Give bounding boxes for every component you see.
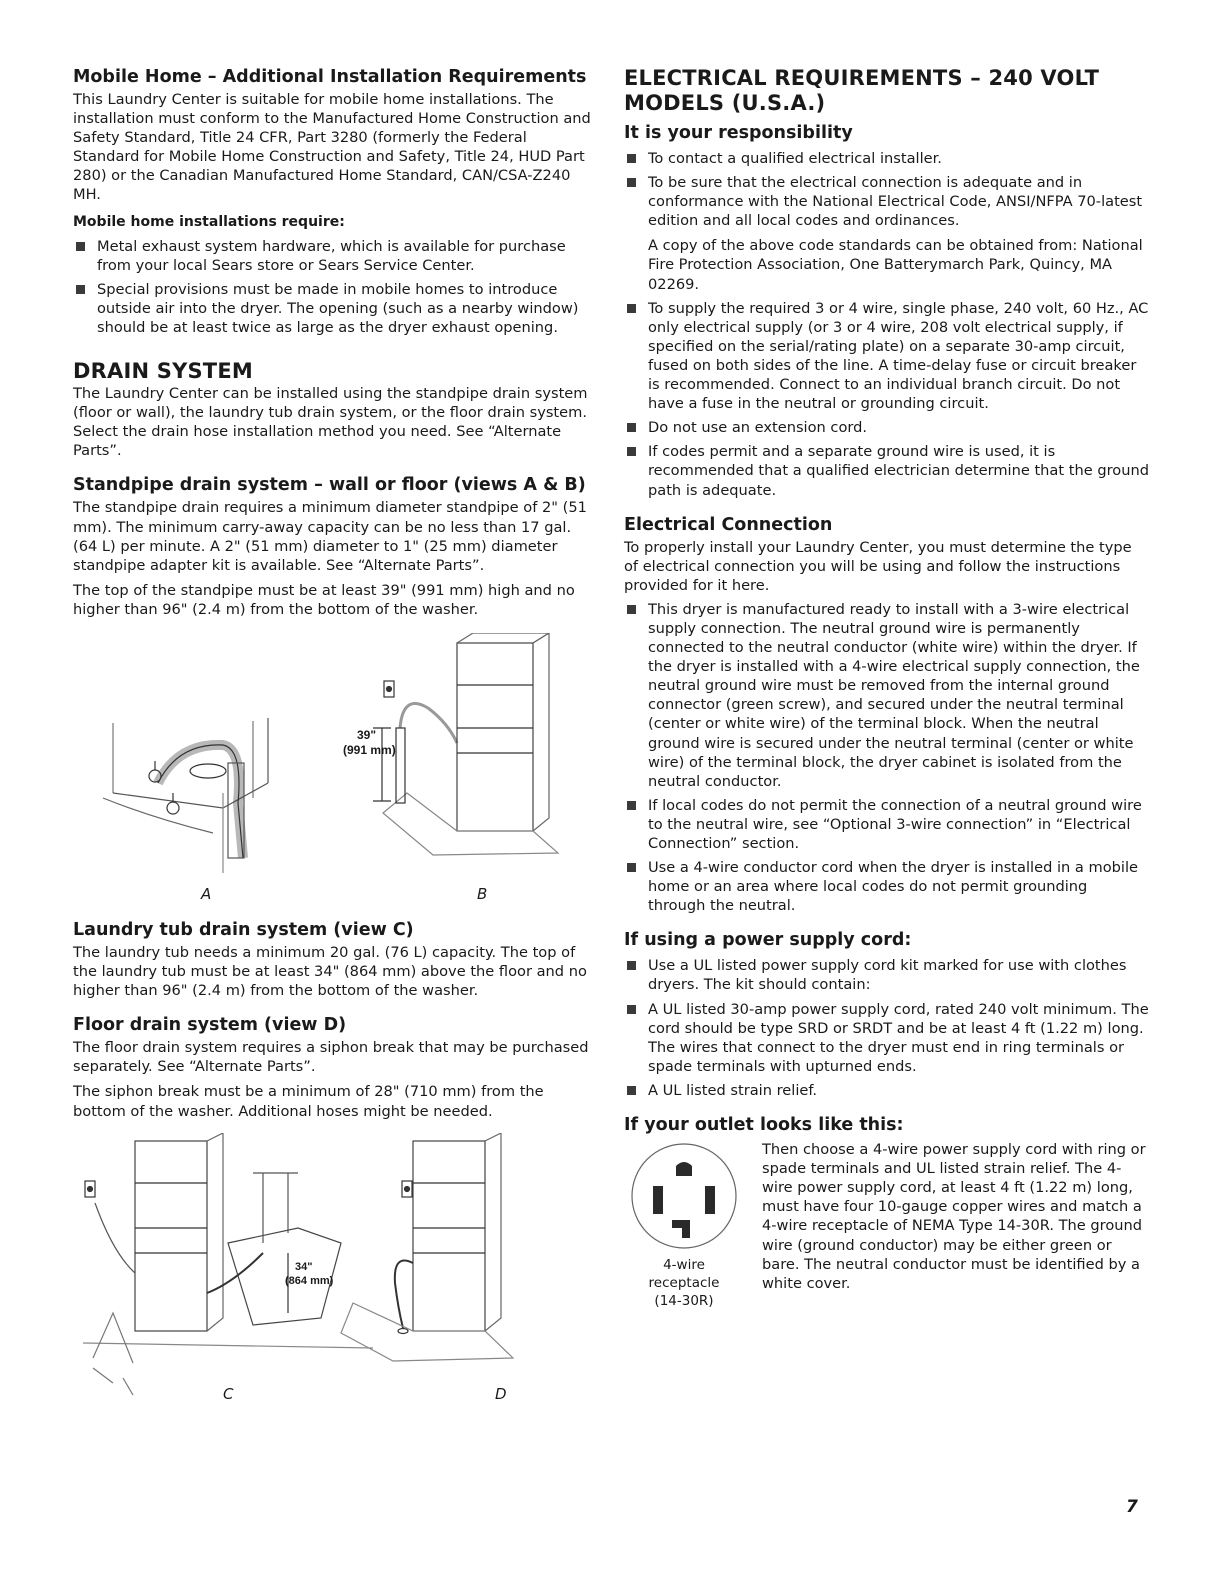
- mobile-home-list: [73, 237, 595, 337]
- responsibility-list-cont: [624, 299, 1149, 500]
- figure-standpipe: [73, 633, 595, 915]
- list-item: If local codes do not permit the connection of a neutral ground wire to the neutral wire, see “Optional 3-wire connection” in “Electrical Connection” section.: [624, 796, 1149, 853]
- list-item: If codes permit and a separate ground wire is used, it is recommended that a qualified electrician determine that the ground path is adequate.: [624, 442, 1149, 499]
- list-item: To contact a qualified electrical installer.: [624, 149, 1149, 168]
- list-item: Use a 4-wire conductor cord when the dryer is installed in a mobile home or an area where local codes do not permit grounding through the neutral.: [624, 858, 1149, 915]
- power-cord-heading: If using a power supply cord:: [624, 930, 912, 951]
- electrical-connection-list: [624, 600, 1149, 916]
- electrical-connection-heading: Electrical Connection: [624, 514, 833, 535]
- list-item: A UL listed 30-amp power supply cord, rated 240 volt minimum. The cord should be type SRD or SRDT and be at least 4 ft (1.22 m) long. The wires that connect to the dryer must end in ring terminals or spade terminals with upturned ends.: [624, 1000, 1149, 1076]
- standpipe-body-2: The top of the standpipe must be at least 39" (991 mm) high and no higher than 96" (2.4 m) from the bottom of the washer.: [73, 581, 575, 618]
- right-column: [624, 66, 1149, 1318]
- power-cord-list: [624, 956, 1149, 1100]
- floor-drain-body-2: The siphon break must be a minimum of 28" (710 mm) from the bottom of the washer. Additional hoses might be needed.: [73, 1083, 544, 1120]
- receptacle-caption-2: receptacle: [648, 1275, 720, 1292]
- list-item: To supply the required 3 or 4 wire, single phase, 240 volt, 60 Hz., AC only electrical supply (or 3 or 4 wire, 208 volt electrical supply, if specified on the serial/rating plate) on a separate 30-amp circuit, fused on both sides of the line. A time-delay fuse or circuit breaker is recommended. Connect to an individual branch circuit. Do not have a fuse in the neutral or grounding circuit.: [624, 299, 1149, 414]
- figure-label-b: B: [477, 884, 488, 903]
- drain-system-heading: DRAIN SYSTEM: [73, 359, 253, 384]
- standpipe-dimension-inches: 39": [357, 727, 377, 742]
- tub-heading: Laundry tub drain system (view C): [73, 919, 414, 940]
- outlet-heading: If your outlet looks like this:: [624, 1115, 904, 1136]
- receptacle-14-30r-icon: [624, 1140, 744, 1252]
- list-item: This dryer is manufactured ready to install with a 3-wire electrical supply connection. The neutral ground wire is permanently connected to the neutral conductor (white wire) within the dryer. If the dryer is installed with a 4-wire electrical supply connection, the neutral ground wire must be removed from the internal ground connector (green screw), and secured under the neutral terminal (center or white wire) of the terminal block. When the neutral ground wire is secured under the neutral terminal (center or white wire) of the terminal block, the dryer cabinet is isolated from the neutral conductor.: [624, 600, 1149, 791]
- electrical-requirements-heading: ELECTRICAL REQUIREMENTS – 240 VOLT MODELS (U.S.A.): [624, 66, 1100, 115]
- floor-drain-body-1: The floor drain system requires a siphon break that may be purchased separately. See “Alternate Parts”.: [73, 1039, 589, 1076]
- tub-body: The laundry tub needs a minimum 20 gal. (76 L) capacity. The top of the laundry tub must be at least 34" (864 mm) above the floor and no higher than 96" (2.4 m) from the bottom of the washer.: [73, 943, 587, 1000]
- standpipe-heading: Standpipe drain system – wall or floor (views A & B): [73, 475, 586, 496]
- page-number: 7: [1126, 1497, 1138, 1517]
- responsibility-list: [624, 149, 1149, 230]
- left-column: [73, 66, 595, 1408]
- outlet-figure: [624, 1140, 744, 1310]
- standpipe-illustration: [73, 633, 595, 915]
- figure-label-a: A: [201, 884, 212, 903]
- mobile-home-subheading: Mobile home installations require:: [73, 213, 345, 230]
- drain-system-body: The Laundry Center can be installed using the standpipe drain system (floor or wall), the laundry tub drain system, or the floor drain system. Select the drain hose installation method you need. See “Alternate Parts”.: [73, 385, 588, 460]
- receptacle-caption-3: (14-30R): [654, 1293, 714, 1310]
- list-item: Metal exhaust system hardware, which is available for purchase from your local Sears store or Sears Service Center.: [73, 237, 595, 275]
- tub-dimension-inches: 34": [295, 1260, 313, 1273]
- floor-drain-heading: Floor drain system (view D): [73, 1015, 347, 1036]
- mobile-home-body: This Laundry Center is suitable for mobile home installations. The installation must conform to the Manufactured Home Construction and Safety Standard, Title 24 CFR, Part 3280 (formerly the Federal Standard for Mobile Home Construction and Safety, Title 24, HUD Part 280) or the Canadian Manufactured Home Standard, CAN/CSA-Z240 MH.: [73, 91, 591, 204]
- list-item: Special provisions must be made in mobile homes to introduce outside air into the dryer. The opening (such as a nearby window) should be at least twice as large as the dryer exhaust opening.: [73, 280, 595, 337]
- list-item: Do not use an extension cord.: [624, 418, 1149, 437]
- figure-label-d: D: [495, 1384, 507, 1403]
- list-item: Use a UL listed power supply cord kit marked for use with clothes dryers. The kit should contain:: [624, 956, 1149, 994]
- code-standards-note: A copy of the above code standards can be obtained from: National Fire Protection Association, One Batterymarch Park, Quincy, MA 02269.: [648, 237, 1143, 293]
- outlet-body: Then choose a 4-wire power supply cord with ring or spade terminals and UL listed strain relief. The 4-wire power supply cord, at least 4 ft (1.22 m) long, must have four 10-gauge copper wires and match a 4-wire receptacle of NEMA Type 14-30R. The ground wire (ground conductor) may be either green or bare. The neutral conductor must be identified by a white cover.: [762, 1141, 1146, 1292]
- responsibility-heading: It is your responsibility: [624, 123, 853, 143]
- tub-dimension-mm: (864 mm): [285, 1274, 334, 1287]
- figure-tub-floor: [73, 1133, 595, 1408]
- standpipe-dimension-mm: (991 mm): [343, 742, 396, 757]
- tub-floor-illustration: [73, 1133, 595, 1408]
- receptacle-caption-1: 4-wire: [663, 1257, 705, 1274]
- outlet-section: [624, 1140, 1149, 1318]
- list-item: A UL listed strain relief.: [624, 1081, 1149, 1100]
- mobile-home-heading: Mobile Home – Additional Installation Requirements: [73, 67, 587, 87]
- electrical-connection-body: To properly install your Laundry Center, you must determine the type of electrical connection you will be using and follow the instructions provided for it here.: [624, 538, 1132, 594]
- standpipe-body-1: The standpipe drain requires a minimum diameter standpipe of 2" (51 mm). The minimum carry-away capacity can be no less than 17 gal. (64 L) per minute. A 2" (51 mm) diameter to 1" (25 mm) diameter standpipe adapter kit is available. See “Alternate Parts”.: [73, 499, 587, 574]
- list-item: To be sure that the electrical connection is adequate and in conformance with the National Electrical Code, ANSI/NFPA 70-latest edition and all local codes and ordinances.: [624, 173, 1149, 230]
- figure-label-c: C: [223, 1384, 234, 1403]
